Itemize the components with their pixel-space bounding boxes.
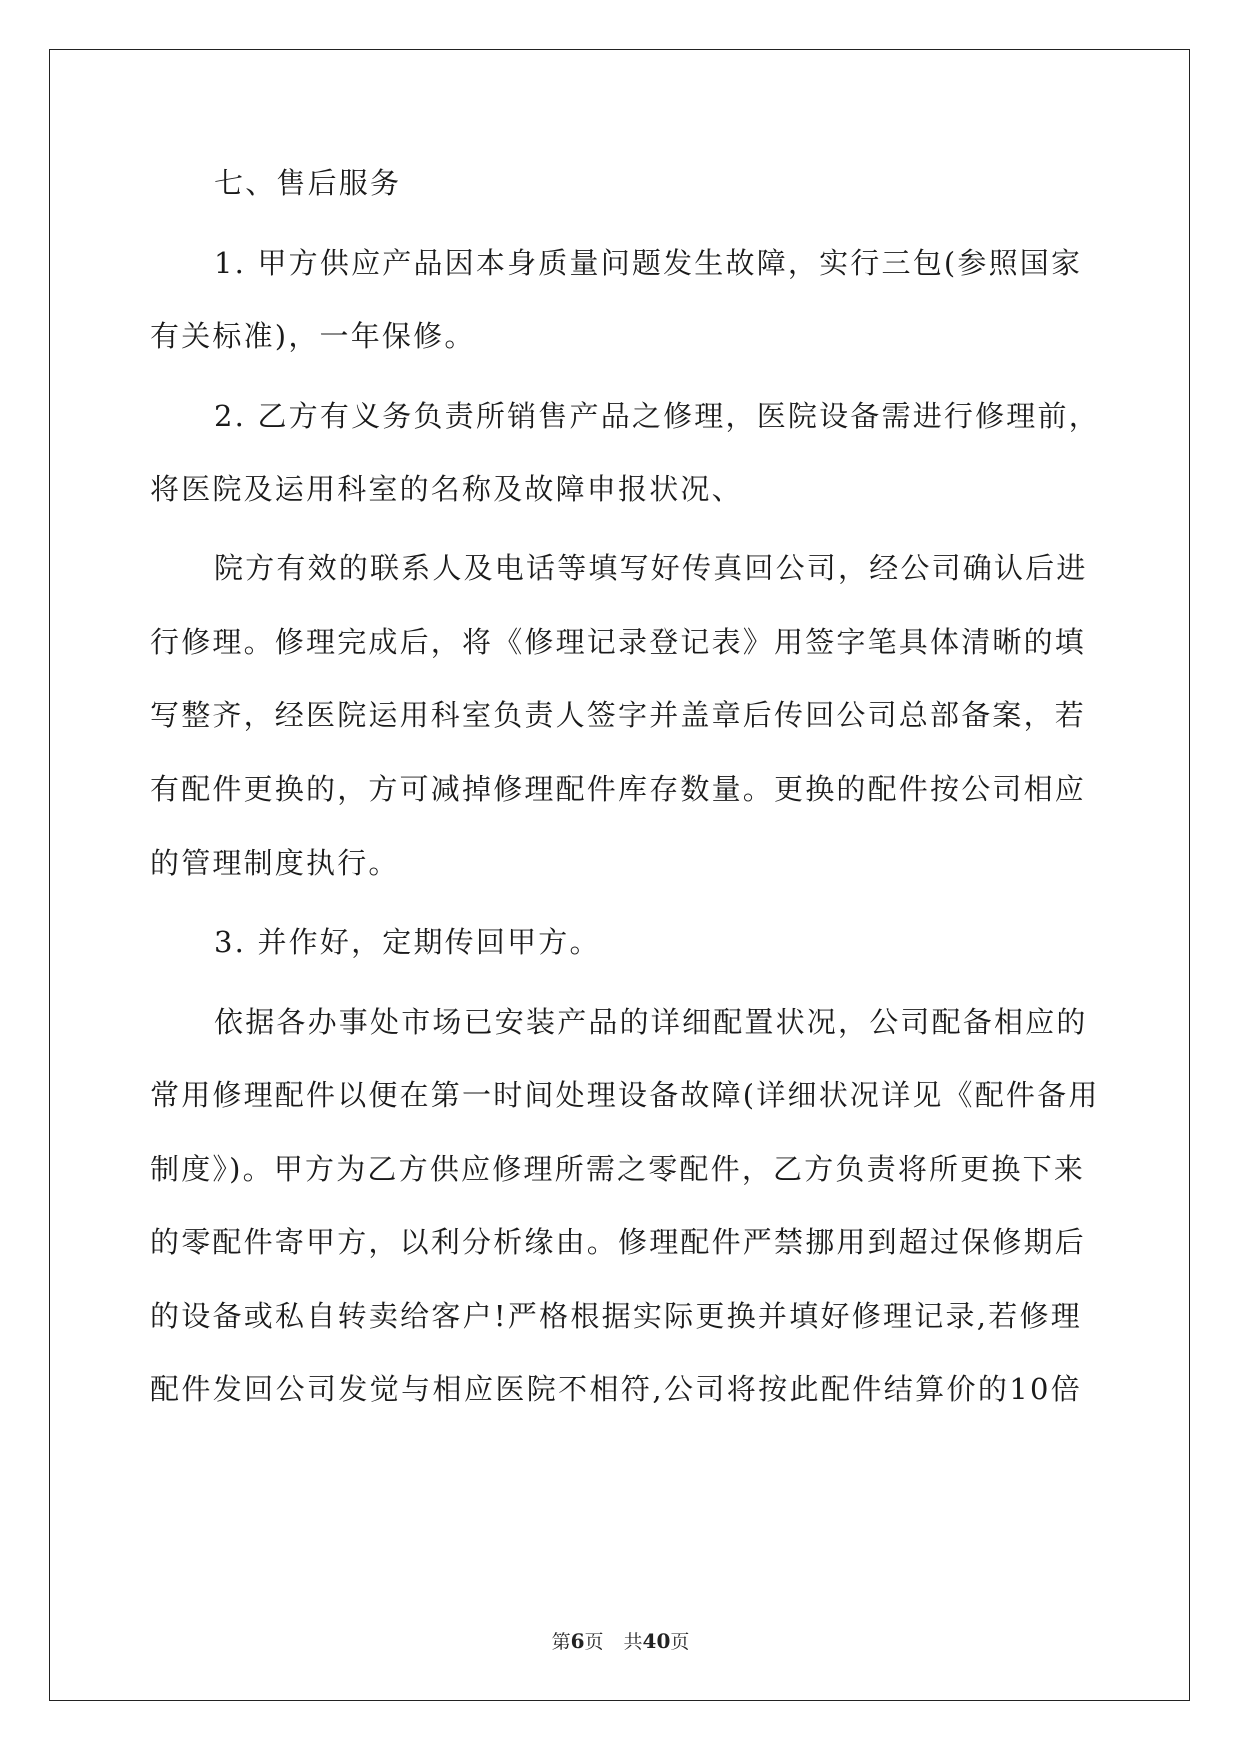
total-prefix: 共 <box>623 1631 643 1653</box>
paragraph-line: 的管理制度执行。 <box>150 846 400 880</box>
paragraph-line: 将医院及运用科室的名称及故障申报状况、 <box>150 472 743 506</box>
total-suffix: 页 <box>670 1631 690 1653</box>
paragraph-line: 1. 甲方供应产品因本身质量问题发生故障，实行三包(参照国家 <box>214 246 1083 280</box>
paragraph-line: 配件发回公司发觉与相应医院不相符,公司将按此配件结算价的10倍 <box>150 1372 1082 1406</box>
paragraph-line: 依据各办事处市场已安装产品的详细配置状况，公司配备相应的 <box>214 1005 1088 1039</box>
paragraph-line: 院方有效的联系人及电话等填写好传真回公司，经公司确认后进 <box>214 551 1088 585</box>
page-footer <box>0 1627 1241 1654</box>
page-suffix: 页 <box>584 1631 604 1653</box>
paragraph-line: 常用修理配件以便在第一时间处理设备故障(详细状况详见《配件备用 <box>150 1078 1100 1112</box>
paragraph-line: 的设备或私自转卖给客户!严格根据实际更换并填好修理记录,若修理 <box>150 1299 1082 1333</box>
paragraph-line: 行修理。修理完成后，将《修理记录登记表》用签字笔具体清晰的填 <box>150 625 1087 659</box>
total-pages: 40 <box>642 1629 671 1653</box>
paragraph-line: 写整齐，经医院运用科室负责人签字并盖章后传回公司总部备案，若 <box>150 698 1087 732</box>
paragraph-line: 有关标准)，一年保修。 <box>150 319 476 353</box>
paragraph-line: 3. 并作好，定期传回甲方。 <box>214 925 601 959</box>
paragraph-line: 的零配件寄甲方，以利分析缘由。修理配件严禁挪用到超过保修期后 <box>150 1225 1087 1259</box>
paragraph-line: 2. 乙方有义务负责所销售产品之修理，医院设备需进行修理前， <box>214 399 1100 433</box>
section-heading: 七、售后服务 <box>214 166 402 200</box>
paragraph-line: 制度》)。甲方为乙方供应修理所需之零配件，乙方负责将所更换下来 <box>150 1152 1086 1186</box>
page-prefix: 第 <box>551 1631 571 1653</box>
paragraph-line: 有配件更换的，方可减掉修理配件库存数量。更换的配件按公司相应 <box>150 772 1087 806</box>
page-number: 6 <box>570 1629 585 1653</box>
